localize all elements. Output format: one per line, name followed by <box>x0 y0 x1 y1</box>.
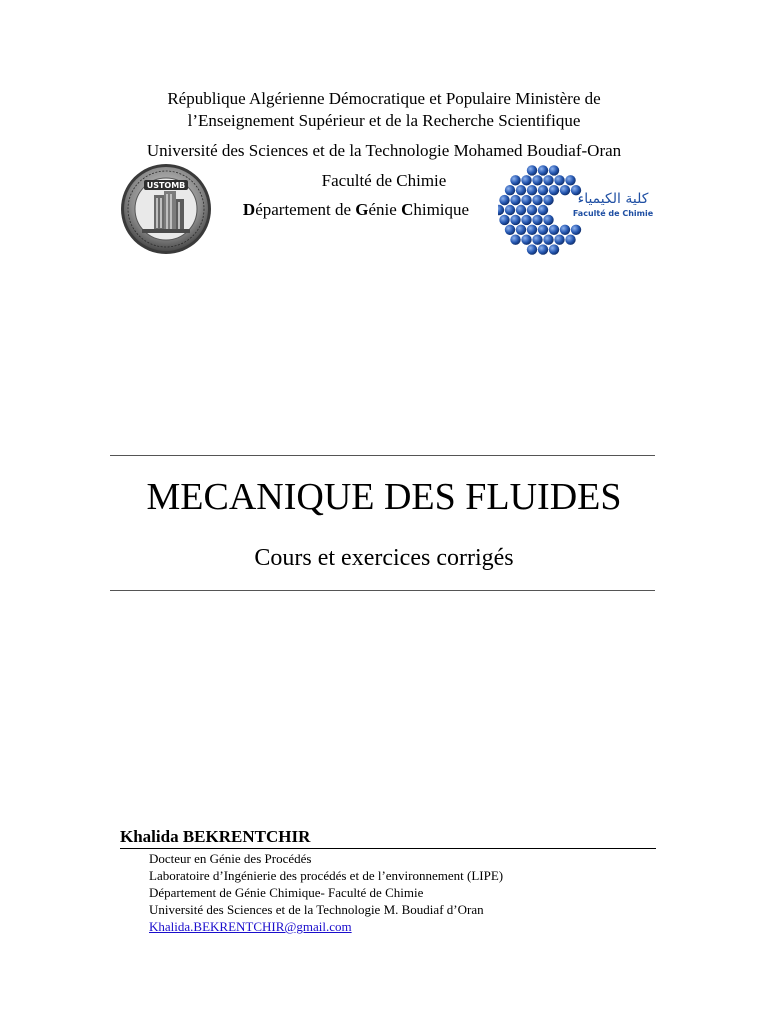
author-email-link[interactable]: Khalida.BEKRENTCHIR@gmail.com <box>149 919 352 934</box>
sphere-dot <box>527 165 537 175</box>
sphere-dot <box>499 195 509 205</box>
sphere-dot <box>510 235 520 245</box>
sphere-dot <box>565 175 575 185</box>
header-line-university: Université des Sciences et de la Technologie Mohamed Boudiaf-Oran <box>146 141 622 160</box>
sphere-dot <box>532 175 542 185</box>
department-text-2: énie <box>368 200 402 219</box>
logo-faculty-text: Faculté de Chimie <box>572 209 654 218</box>
department-text-1: épartement de <box>255 200 356 219</box>
sphere-dot <box>549 165 559 175</box>
sphere-dot <box>527 205 537 215</box>
sphere-dot <box>499 215 509 225</box>
sphere-dot <box>521 195 531 205</box>
header-line-ministry: l’Enseignement Supérieur et de la Recherche Scientifique <box>187 111 581 130</box>
sphere-dot <box>532 235 542 245</box>
sphere-dot <box>560 225 570 235</box>
author-laboratory: Laboratoire d’Ingénierie des procédés et de l’environnement (LIPE) <box>149 868 504 883</box>
sphere-dot <box>516 185 526 195</box>
sphere-dot <box>543 215 553 225</box>
department-initial-d: D <box>242 200 256 219</box>
sphere-dot <box>538 165 548 175</box>
author-details <box>149 850 503 935</box>
sphere-dot <box>527 244 537 254</box>
sphere-dot <box>516 225 526 235</box>
ustomb-seal-logo <box>120 163 212 255</box>
sphere-dot <box>521 235 531 245</box>
sphere-dot <box>521 215 531 225</box>
department-initial-g: G <box>355 200 369 219</box>
title-bottom-rule <box>110 590 655 591</box>
sphere-dot <box>565 235 575 245</box>
sphere-dot <box>510 195 520 205</box>
author-rule <box>120 848 656 849</box>
document-title: MECANIQUE DES FLUIDES <box>146 476 622 518</box>
sphere-dot <box>510 175 520 185</box>
sphere-dot <box>505 205 515 215</box>
sphere-dot <box>549 225 559 235</box>
sphere-dot <box>543 195 553 205</box>
sphere-dot <box>560 185 570 195</box>
sphere-dot <box>532 195 542 205</box>
sphere-pattern-icon <box>498 165 581 255</box>
sphere-dot <box>549 244 559 254</box>
sphere-dot <box>521 175 531 185</box>
title-top-rule <box>110 455 655 456</box>
sphere-dot <box>543 175 553 185</box>
sphere-dot <box>505 225 515 235</box>
faculte-de-chimie-logo <box>498 163 658 258</box>
sphere-dot <box>505 185 515 195</box>
sphere-dot <box>498 205 504 215</box>
sphere-dot <box>538 225 548 235</box>
sphere-dot <box>516 205 526 215</box>
sphere-dot <box>571 225 581 235</box>
author-department: Département de Génie Chimique- Faculté de Chimie <box>149 885 424 900</box>
sphere-dot <box>532 215 542 225</box>
department-text-3: himique <box>413 200 470 219</box>
author-university: Université des Sciences et de la Technologie M. Boudiaf d’Oran <box>149 902 484 917</box>
sphere-dot <box>549 185 559 195</box>
sphere-dot <box>510 215 520 225</box>
sphere-dot <box>554 235 564 245</box>
faculty-name: Faculté de Chimie <box>321 171 447 190</box>
author-degree: Docteur en Génie des Procédés <box>149 851 312 866</box>
document-subtitle: Cours et exercices corrigés <box>254 545 514 571</box>
logo-arabic-text: كلية الكيمياء <box>577 191 649 207</box>
seal-text: USTOMB <box>146 181 186 190</box>
sphere-dot <box>527 225 537 235</box>
sphere-dot <box>538 205 548 215</box>
department-initial-c: C <box>401 200 414 219</box>
department-name <box>230 199 482 221</box>
sphere-dot <box>543 235 553 245</box>
header-line-republic: République Algérienne Démocratique et Populaire Ministère de <box>167 89 601 108</box>
sphere-dot <box>527 185 537 195</box>
sphere-dot <box>538 244 548 254</box>
sphere-dot <box>554 175 564 185</box>
author-name: Khalida BEKRENTCHIR <box>120 827 311 846</box>
sphere-dot <box>538 185 548 195</box>
